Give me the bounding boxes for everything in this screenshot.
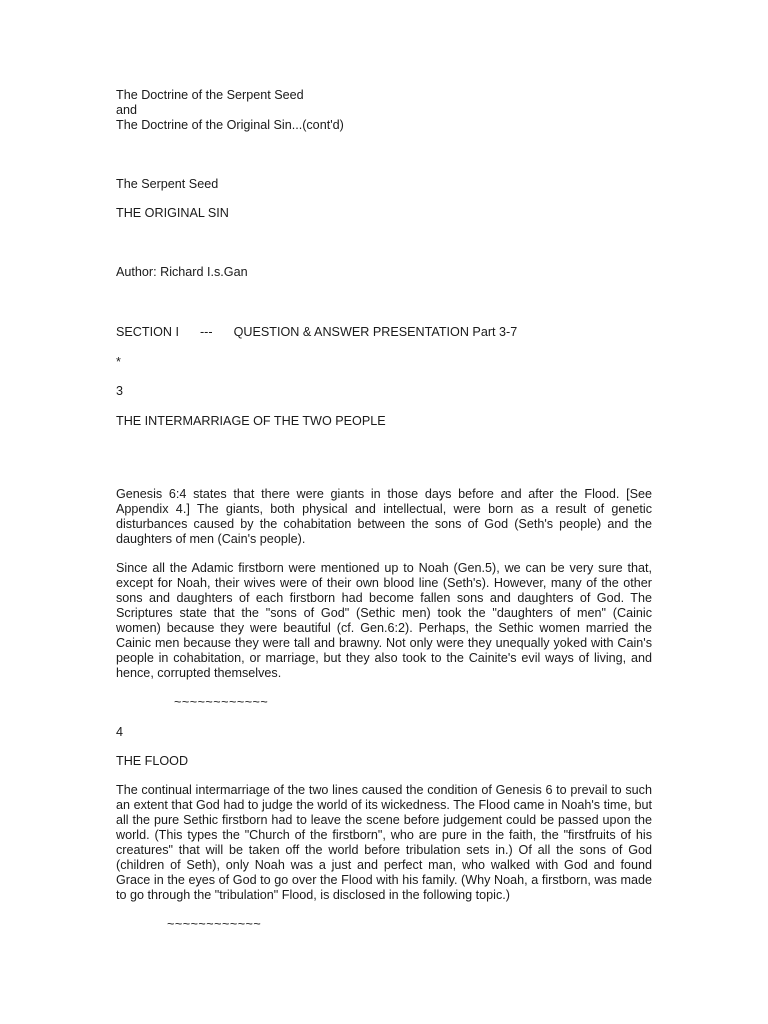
- section-label: SECTION I: [116, 325, 179, 339]
- subtitle-serpent-seed: The Serpent Seed: [116, 177, 219, 191]
- doc-title-line-3: The Doctrine of the Original Sin...(cont'd): [116, 118, 344, 132]
- part-3-heading: THE INTERMARRIAGE OF THE TWO PEOPLE: [116, 414, 386, 428]
- section-dashes: ---: [199, 325, 213, 339]
- doc-title-line-2: and: [116, 103, 138, 117]
- section-heading: [116, 325, 517, 340]
- separator-1: ~~~~~~~~~~~~: [174, 695, 269, 709]
- separator-2: ~~~~~~~~~~~~: [167, 917, 262, 931]
- part-3-number: 3: [116, 384, 124, 398]
- part-4-heading: THE FLOOD: [116, 754, 189, 768]
- subtitle-original-sin: THE ORIGINAL SIN: [116, 206, 229, 220]
- doc-title-line-1: The Doctrine of the Serpent Seed: [116, 88, 304, 102]
- author-line: Author: Richard I.s.Gan: [116, 265, 248, 279]
- part-3-paragraph-2: Since all the Adamic firstborn were mentioned up to Noah (Gen.5), we can be very sure that, except for Noah, their wives were of their own blood line (Seth's). However, many of the other sons and daughters of each firstborn had become fallen sons and daughters of God. The Scriptures state that the "sons of God" (Sethic men) took the "daughters of men" (Cainic women) because they were beautiful (cf. Gen.6:2). Perhaps, the Sethic women married the Cainic men because they were tall and brawny. Not only were they unequally yoked with Cain's people in cohabitation, or marriage, but they also took to the Cainite's evil ways of living, and hence, corrupted themselves.: [116, 561, 652, 680]
- section-title: QUESTION & ANSWER PRESENTATION Part 3-7: [233, 325, 518, 339]
- part-4-paragraph-1: The continual intermarriage of the two lines caused the condition of Genesis 6 to prevail to such an extent that God had to judge the world of its wickedness. The Flood came in Noah's time, but all the pure Sethic firstborn had to leave the scene before judgement could be passed upon the world. (This types the "Church of the firstborn", who are pure in the faith, the "firstfruits of his creatures" that will be taken off the world before tribulation sets in.) Of all the sons of God (children of Seth), only Noah was a just and perfect man, who walked with God and found Grace in the eyes of God to go over the Flood with his family. (Why Noah, a firstborn, was made to go through the "tribulation" Flood, is disclosed in the following topic.): [116, 783, 652, 902]
- part-3-paragraph-1: Genesis 6:4 states that there were giants in those days before and after the Flood. [See Appendix 4.] The giants, both physical and intellectual, were born as a result of genetic disturbances caused by the cohabitation between the sons of God (Seth's people) and the daughters of men (Cain's people).: [116, 487, 652, 546]
- asterisk-marker: *: [116, 355, 121, 369]
- part-4-number: 4: [116, 725, 124, 739]
